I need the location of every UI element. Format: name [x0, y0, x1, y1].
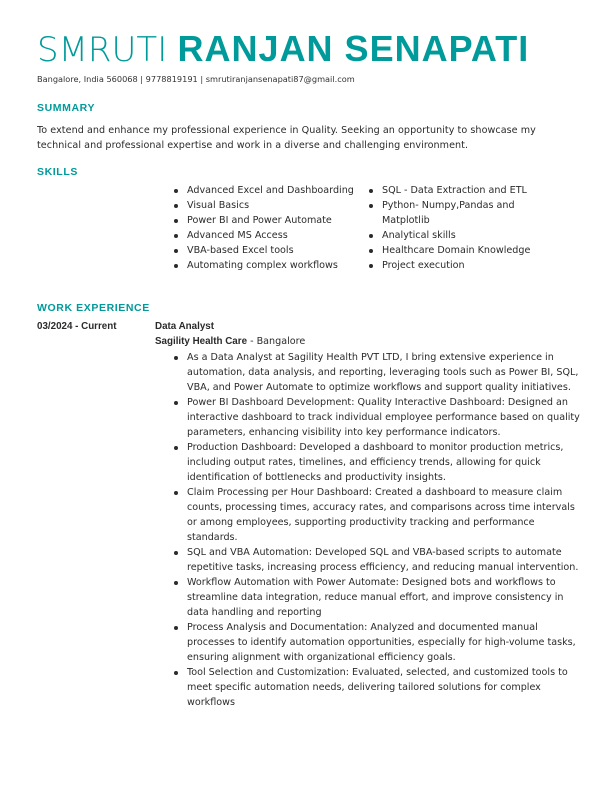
candidate-name [37, 29, 529, 70]
responsibility-item: Workflow Automation with Power Automate: Designed bots and workflows to streamline data integration, reduce manual effort, and improve consistency in data handling and reporting [173, 575, 583, 620]
summary-text: To extend and enhance my professional experience in Quality. Seeking an opportunity to showcase my technical and professional expertise and work in a diverse and challenging environment. [37, 125, 536, 151]
job-title: Data Analyst [155, 321, 214, 332]
skill-item: Advanced Excel and Dashboarding [173, 183, 358, 198]
job-company: Sagility Health Care [155, 336, 248, 347]
skill-item: Visual Basics [173, 198, 358, 213]
skill-item: VBA-based Excel tools [173, 243, 358, 258]
skill-item: Python- Numpy,Pandas and Matplotlib [368, 198, 558, 228]
skills-list-left [173, 183, 358, 273]
responsibility-item: Power BI Dashboard Development: Quality Interactive Dashboard: Designed an interactive dashboard to track individual employee performance based on quality parameters, enhancing visibility into key performance indicators. [173, 395, 583, 440]
work-experience-heading: WORK EXPERIENCE [37, 302, 150, 314]
responsibility-item: Tool Selection and Customization: Evaluated, selected, and customized tools to meet specific automation needs, delivering tailored solutions for complex workflows [173, 665, 583, 710]
responsibility-item: As a Data Analyst at Sagility Health PVT LTD, I bring extensive experience in automation, data analysis, and reporting, leveraging tools such as Power BI, SQL, VBA, and Power Automate to optimize workflows and support quality initiatives. [173, 350, 583, 395]
summary-heading: SUMMARY [37, 102, 96, 114]
responsibility-item: Process Analysis and Documentation: Analyzed and documented manual processes to identify automation opportunities, especially for high-volume tasks, ensuring alignment with organizational efficiency goals. [173, 620, 583, 665]
skill-item: Analytical skills [368, 228, 588, 243]
job-location: - Bangalore [247, 336, 306, 347]
skills-heading: SKILLS [37, 166, 78, 178]
first-name: SMRUTI [37, 30, 168, 70]
skill-item: Project execution [368, 258, 588, 273]
skill-item: Power BI and Power Automate [173, 213, 358, 228]
contact-info: Bangalore, India 560068 | 9778819191 | smrutiranjansenapati87@gmail.com [37, 74, 355, 84]
skills-list-right [368, 183, 588, 273]
responsibility-item: SQL and VBA Automation: Developed SQL and VBA-based scripts to automate repetitive tasks, increasing process efficiency, and reducing manual intervention. [173, 545, 583, 575]
job-date-range: 03/2024 - Current [37, 321, 117, 332]
responsibility-item: Claim Processing per Hour Dashboard: Created a dashboard to measure claim counts, processing times, accuracy rates, and comparisons across time intervals or among employees, supporting productivity tracking and performance standards. [173, 485, 583, 545]
skill-item: Healthcare Domain Knowledge [368, 243, 588, 258]
responsibility-item: Production Dashboard: Developed a dashboard to monitor production metrics, including output rates, timelines, and efficiency trends, allowing for quick identification of bottlenecks and productivity insights. [173, 440, 583, 485]
skill-item: Automating complex workflows [173, 258, 358, 273]
job-company-line [155, 336, 305, 347]
last-name: RANJAN SENAPATI [177, 28, 530, 69]
skill-item: SQL - Data Extraction and ETL [368, 183, 588, 198]
skill-item: Advanced MS Access [173, 228, 358, 243]
job-responsibilities [173, 350, 583, 710]
